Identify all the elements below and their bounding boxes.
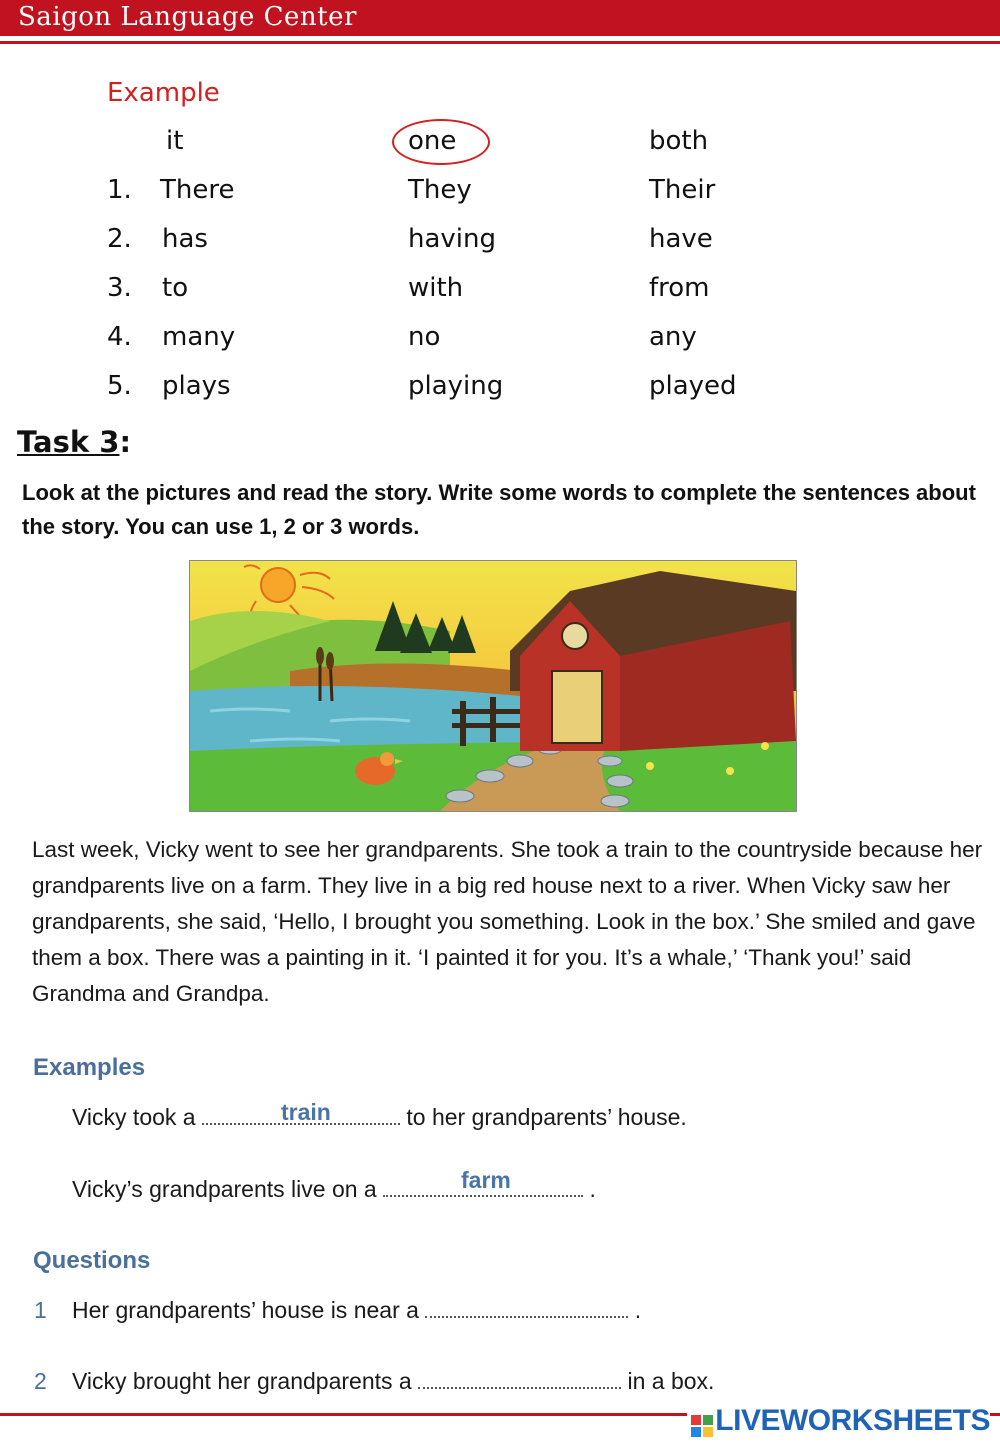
question-sentence-1 [72, 1297, 641, 1324]
logo-text: LIVEWORKSHEETS [715, 1404, 990, 1437]
option-c[interactable]: played [649, 371, 737, 401]
option-c[interactable]: from [649, 273, 710, 303]
question-text-after: in a box. [627, 1368, 715, 1394]
example-text-after: to her grandparents’ house. [406, 1104, 687, 1130]
farm-scene-icon [190, 561, 796, 811]
example-sentence-2 [72, 1176, 596, 1203]
option-a[interactable]: many [162, 322, 236, 352]
header-rule [0, 41, 1000, 44]
task-title-colon: : [119, 425, 132, 459]
question-row [0, 175, 1000, 215]
question-number: 2 [34, 1368, 47, 1394]
option-b[interactable]: playing [408, 371, 504, 401]
examples-heading: Examples [33, 1054, 146, 1081]
question-number: 2. [107, 224, 132, 254]
question-text-after: . [634, 1297, 642, 1323]
story-text: Last week, Vicky went to see her grandparents. She took a train to the countryside because her grandparents live on a farm. They live in a big red house next to a river. When Vicky saw her grandparents, she said, ‘Hello, I brought you something. Look in the box.’ She smiled and gave them a box. There was a painting in it. ‘I painted it for you. It’s a whale,’ ‘Thank you!’ said Grandma and Grandpa. [32, 837, 983, 1006]
center-title: Saigon Language Center [18, 2, 357, 32]
example-text-before: Vicky took a [72, 1104, 196, 1130]
option-b[interactable]: no [408, 322, 441, 352]
task-instructions: Look at the pictures and read the story. Write some words to complete the sentences about the story. You can use 1, 2 or 3 words. [22, 480, 976, 539]
farm-illustration [189, 560, 797, 812]
example-answer: train [281, 1099, 331, 1125]
question-row [0, 371, 1000, 411]
liveworksheets-logo [687, 1404, 990, 1438]
question-row [0, 224, 1000, 264]
question-text-before: Vicky brought her grandparents a [72, 1368, 412, 1394]
option-c[interactable]: any [649, 322, 697, 352]
answer-input[interactable] [418, 1369, 621, 1389]
example-label: Example [107, 78, 220, 108]
example-text-after: . [589, 1176, 596, 1202]
example-answer: farm [461, 1167, 511, 1193]
question-number: 5. [107, 371, 132, 401]
option-a[interactable]: has [162, 224, 208, 254]
question-sentence-2 [72, 1368, 714, 1395]
questions-heading: Questions [33, 1247, 151, 1274]
header-bar [0, 0, 1000, 36]
question-number: 1 [34, 1297, 47, 1323]
task-title-text: Task 3 [17, 425, 120, 459]
question-number: 3. [107, 273, 132, 303]
option: it [166, 126, 184, 156]
option-a[interactable]: There [160, 175, 235, 205]
option-a[interactable]: plays [162, 371, 231, 401]
option-selected: one [408, 126, 457, 156]
answer-input[interactable] [425, 1298, 628, 1318]
liveworksheets-logo-icon [691, 1411, 713, 1433]
option-a[interactable]: to [162, 273, 189, 303]
task-title [17, 425, 131, 459]
example-text-before: Vicky’s grandparents live on a [72, 1176, 377, 1202]
question-text-before: Her grandparents’ house is near a [72, 1297, 419, 1323]
question-number: 4. [107, 322, 132, 352]
option-c[interactable]: Their [649, 175, 716, 205]
option-b[interactable]: They [408, 175, 472, 205]
option-c[interactable]: have [649, 224, 713, 254]
option-b[interactable]: having [408, 224, 497, 254]
example-row [0, 126, 1000, 166]
option: both [649, 126, 709, 156]
option-b[interactable]: with [408, 273, 464, 303]
question-number: 1. [107, 175, 132, 205]
example-sentence-1 [72, 1104, 687, 1131]
question-row [0, 322, 1000, 362]
question-row [0, 273, 1000, 313]
